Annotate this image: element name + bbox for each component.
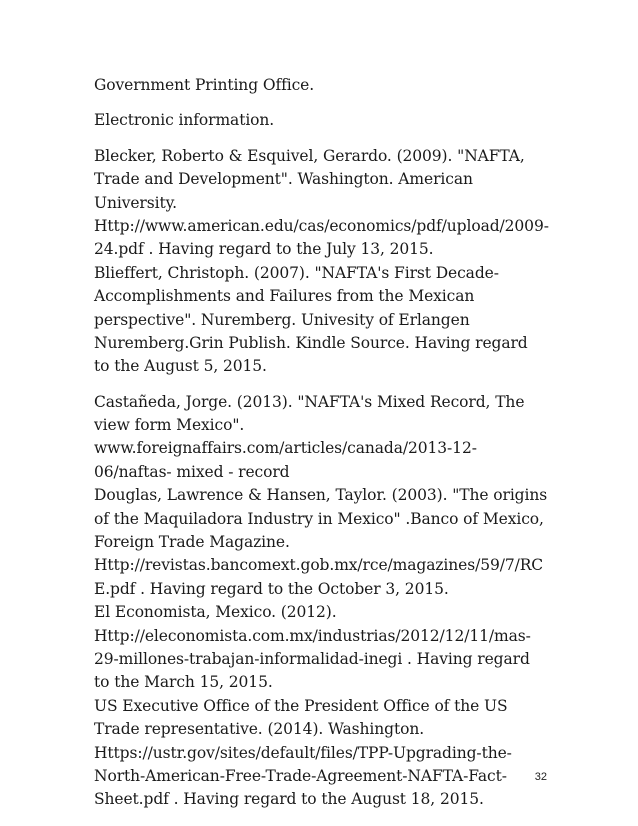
text-line: perspective". Nuremberg. Univesity of Erlangen bbox=[94, 310, 470, 329]
text-line: University. bbox=[94, 193, 178, 212]
references-text bbox=[94, 74, 554, 812]
text-line: Sheet.pdf . Having regard to the August 18, 2015. bbox=[94, 790, 484, 809]
text-line: Http://revistas.bancomext.gob.mx/rce/magazines/59/7/RC bbox=[94, 556, 544, 575]
text-line: E.pdf . Having regard to the October 3, 2015. bbox=[94, 579, 449, 598]
text-line: US Executive Office of the President Office of the US bbox=[94, 696, 508, 715]
text-line: Http://eleconomista.com.mx/industrias/2012/12/11/mas- bbox=[94, 626, 531, 645]
text-line: 24.pdf . Having regard to the July 13, 2015. bbox=[94, 240, 434, 259]
paragraph bbox=[94, 145, 554, 379]
text-line: 06/naftas- mixed - record bbox=[94, 462, 290, 481]
text-line: Electronic information. bbox=[94, 111, 275, 130]
text-line: www.foreignaffairs.com/articles/canada/2013-12- bbox=[94, 439, 477, 458]
text-line: Trade and Development". Washington. American bbox=[94, 170, 473, 189]
paragraph-gap bbox=[94, 133, 554, 145]
text-line: El Economista, Mexico. (2012). bbox=[94, 603, 337, 622]
text-line: Https://ustr.gov/sites/default/files/TPP-Upgrading-the- bbox=[94, 743, 512, 762]
text-line: Foreign Trade Magazine. bbox=[94, 533, 290, 552]
text-line: to the March 15, 2015. bbox=[94, 673, 273, 692]
text-line: Castañeda, Jorge. (2013). "NAFTA's Mixed Record, The bbox=[94, 392, 525, 411]
text-line: of the Maquiladora Industry in Mexico" .Banco of Mexico, bbox=[94, 509, 544, 528]
text-line: 29-millones-trabajan-informalidad-inegi . Having regard bbox=[94, 649, 530, 668]
text-line: Nuremberg.Grin Publish. Kindle Source. Having regard bbox=[94, 333, 528, 352]
text-line: Blieffert, Christoph. (2007). "NAFTA's First Decade- bbox=[94, 263, 499, 282]
text-line: view form Mexico". bbox=[94, 416, 245, 435]
page-number: 32 bbox=[534, 771, 547, 783]
paragraph bbox=[94, 74, 554, 97]
text-line: Blecker, Roberto & Esquivel, Gerardo. (2009). "NAFTA, bbox=[94, 146, 525, 165]
text-line: to the August 5, 2015. bbox=[94, 357, 267, 376]
paragraph bbox=[94, 109, 554, 132]
paragraph-gap bbox=[94, 379, 554, 391]
paragraph bbox=[94, 391, 554, 812]
text-line: Trade representative. (2014). Washington. bbox=[94, 720, 425, 739]
text-line: Government Printing Office. bbox=[94, 76, 315, 94]
text-line: Accomplishments and Failures from the Mexican bbox=[94, 287, 475, 306]
text-line: Douglas, Lawrence & Hansen, Taylor. (2003). "The origins bbox=[94, 486, 548, 505]
text-line: Http://www.american.edu/cas/economics/pdf/upload/2009- bbox=[94, 216, 549, 235]
paragraph-gap bbox=[94, 97, 554, 109]
text-line: North-American-Free-Trade-Agreement-NAFTA-Fact- bbox=[94, 766, 507, 785]
